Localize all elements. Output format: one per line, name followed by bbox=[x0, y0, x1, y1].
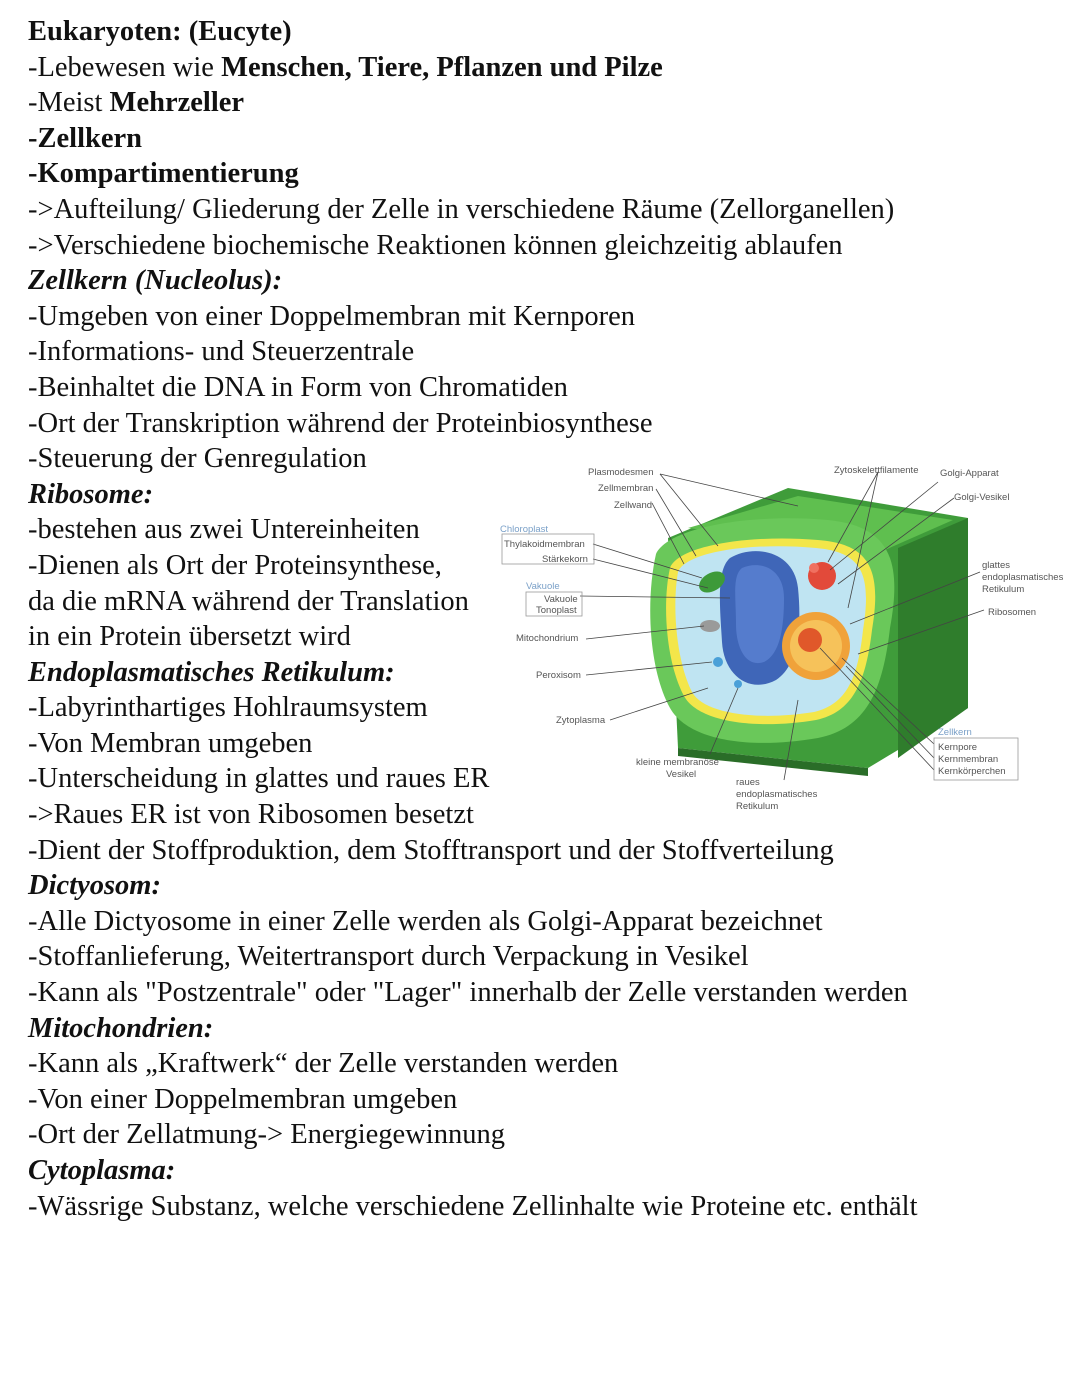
mito-item: -Von einer Doppelmembran umgeben bbox=[28, 1083, 458, 1115]
label-glattes-er-1: glattes bbox=[982, 560, 1010, 571]
heading-cytoplasma: Cytoplasma: bbox=[28, 1155, 176, 1186]
label-thylakoidmembran: Thylakoidmembran bbox=[504, 539, 585, 550]
label-zytoplasma: Zytoplasma bbox=[556, 715, 606, 726]
dictyosom-item: -Alle Dictyosome in einer Zelle werden als Golgi-Apparat bezeichnet bbox=[28, 905, 823, 937]
label-peroxisom: Peroxisom bbox=[536, 670, 581, 681]
heading-dictyosom: Dictyosom: bbox=[28, 870, 161, 902]
intro-line-multicellular-bold: Mehrzeller bbox=[109, 87, 245, 119]
intro-line-organisms-bold: Menschen, Tiere, Pflanzen und Pilze bbox=[221, 51, 663, 83]
zellkern-item: -Beinhaltet die DNA in Form von Chromatiden bbox=[28, 371, 568, 403]
heading-zellkern: Zellkern (Nucleolus): bbox=[28, 265, 283, 297]
cyto-item: -Wässrige Substanz, welche verschiedene Zellinhalte wie Proteine etc. enthält bbox=[28, 1190, 918, 1222]
label-kleine-vesikel-1: kleine membranöse bbox=[636, 757, 719, 768]
label-glattes-er-2: endoplasmatisches bbox=[982, 572, 1064, 583]
zellkern-item: -Ort der Transkription während der Proteinbiosynthese bbox=[28, 407, 653, 439]
ribosome-item: -bestehen aus zwei Untereinheiten bbox=[28, 514, 420, 546]
heading-mitochondrien: Mitochondrien: bbox=[28, 1012, 214, 1044]
mito-item: -Kann als „Kraftwerk“ der Zelle verstanden werden bbox=[28, 1048, 619, 1080]
er-item: -Unterscheidung in glattes und raues ER bbox=[28, 763, 490, 795]
intro-line-multicellular bbox=[28, 85, 1068, 121]
label-plasmodesmen: Plasmodesmen bbox=[588, 467, 654, 478]
heading-ribosome: Ribosome: bbox=[28, 478, 154, 510]
er-item: ->Raues ER ist von Ribosomen besetzt bbox=[28, 799, 474, 831]
label-kernkoerperchen: Kernkörperchen bbox=[938, 766, 1006, 777]
label-raues-er-2: endoplasmatisches bbox=[736, 789, 818, 800]
label-kernmembran: Kernmembran bbox=[938, 754, 999, 765]
label-golgi-apparat: Golgi-Apparat bbox=[940, 468, 999, 479]
intro-line-organisms-prefix: -Lebewesen wie bbox=[28, 51, 222, 83]
label-chloroplast: Chloroplast bbox=[500, 524, 549, 535]
label-zellwand: Zellwand bbox=[614, 500, 653, 511]
label-zellmembran: Zellmembran bbox=[598, 483, 654, 494]
label-raues-er-3: Retikulum bbox=[736, 801, 779, 812]
plant-cell-diagram bbox=[498, 458, 1080, 818]
dictyosom-item: -Kann als "Postzentrale" oder "Lager" innerhalb der Zelle verstanden werden bbox=[28, 977, 908, 1009]
label-vakuole: Vakuole bbox=[544, 594, 578, 605]
label-raues-er-1: raues bbox=[736, 777, 760, 788]
intro-title: Eukaryoten: (Eucyte) bbox=[28, 16, 292, 47]
intro-line-multicellular-prefix: -Meist bbox=[28, 87, 110, 119]
er-item: -Von Membran umgeben bbox=[28, 727, 313, 759]
intro-line-aufteilung: ->Aufteilung/ Gliederung der Zelle in verschiedene Räume (Zellorganellen) bbox=[28, 193, 895, 225]
label-vakuole-group: Vakuole bbox=[526, 581, 560, 592]
label-glattes-er-3: Retikulum bbox=[982, 584, 1025, 595]
ribosome-item: da die mRNA während der Translation bbox=[28, 585, 469, 617]
label-golgi-vesikel: Golgi-Vesikel bbox=[954, 492, 1010, 503]
label-mitochondrium: Mitochondrium bbox=[516, 633, 579, 644]
intro-line-kompartimentierung: -Kompartimentierung bbox=[28, 158, 299, 190]
zellkern-item: -Umgeben von einer Doppelmembran mit Kernporen bbox=[28, 300, 636, 332]
ribosome-item: -Dienen als Ort der Proteinsynthese, bbox=[28, 549, 442, 581]
zellkern-item: -Informations- und Steuerzentrale bbox=[28, 336, 415, 368]
intro-line-zellkern: -Zellkern bbox=[28, 122, 142, 154]
label-kleine-vesikel-2: Vesikel bbox=[666, 769, 697, 780]
intro-line-organisms bbox=[28, 50, 1068, 86]
dictyosom-item: -Stoffanlieferung, Weitertransport durch Verpackung in Vesikel bbox=[28, 941, 749, 973]
er-item: -Labyrinthartiges Hohlraumsystem bbox=[28, 692, 428, 724]
intro-line-reaktionen: ->Verschiedene biochemische Reaktionen können gleichzeitig ablaufen bbox=[28, 229, 843, 261]
label-tonoplast: Tonoplast bbox=[536, 605, 577, 616]
label-staerkekorn: Stärkekorn bbox=[542, 554, 588, 565]
label-zytoskelettfilamente: Zytoskelettfilamente bbox=[834, 465, 919, 476]
ribosome-item: in ein Protein übersetzt wird bbox=[28, 621, 351, 653]
label-zellkern: Zellkern bbox=[938, 727, 972, 738]
heading-er: Endoplasmatisches Retikulum: bbox=[28, 656, 395, 688]
zellkern-item: -Steuerung der Genregulation bbox=[28, 443, 367, 475]
label-ribosomen: Ribosomen bbox=[988, 607, 1037, 618]
label-kernpore: Kernpore bbox=[938, 742, 978, 753]
mito-item: -Ort der Zellatmung-> Energiegewinnung bbox=[28, 1119, 505, 1151]
er-item: -Dient der Stoffproduktion, dem Stofftransport und der Stoffverteilung bbox=[28, 834, 834, 866]
